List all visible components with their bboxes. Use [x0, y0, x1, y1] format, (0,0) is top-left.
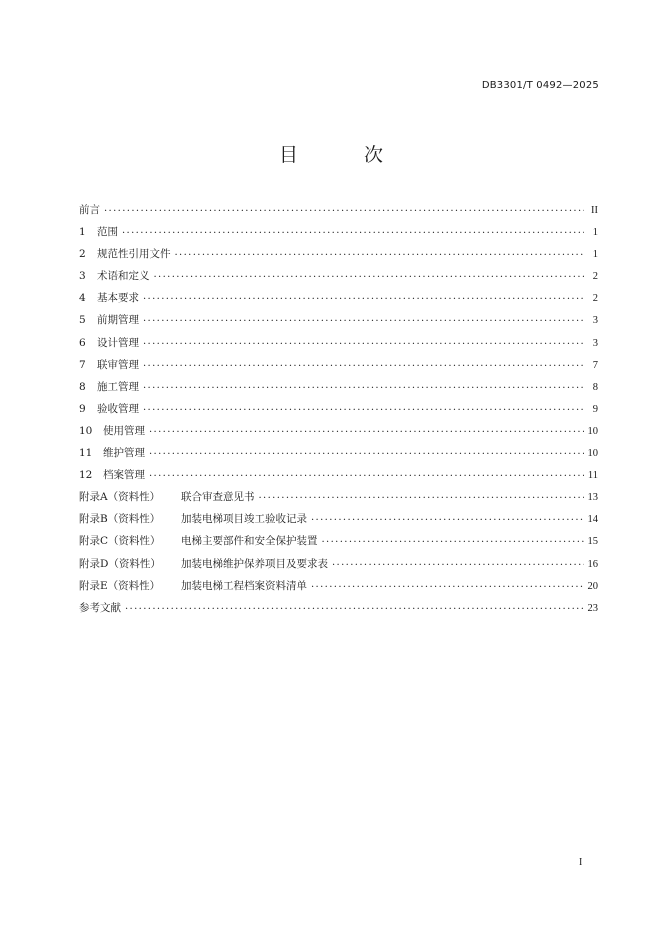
toc-entry-page: 14: [587, 514, 598, 526]
toc-entry-section-9[interactable]: [79, 398, 598, 420]
toc-leader-dots: [149, 462, 584, 485]
toc-entry-annex-a[interactable]: [79, 486, 598, 508]
toc-leader-dots: [125, 595, 584, 618]
toc-entry-page: 10: [587, 425, 598, 437]
toc-entry-label: 施工管理: [97, 380, 139, 393]
toc-entry-page: 20: [587, 580, 598, 592]
toc-entry-label: 范围: [97, 226, 118, 239]
toc-entry-page: 10: [587, 448, 598, 460]
toc-leader-dots: [143, 352, 584, 375]
toc-entry-annex-b[interactable]: [79, 508, 598, 530]
toc-entry-label: 加装电梯工程档案资料清单: [181, 579, 307, 592]
toc-entry-label: 加装电梯项目竣工验收记录: [181, 513, 307, 526]
toc-entry-section-8[interactable]: [79, 376, 598, 398]
toc-entry-number: 1: [79, 226, 86, 239]
toc-entry-number: 4: [79, 292, 86, 305]
toc-entry-label: 加装电梯维护保养项目及要求表: [181, 557, 328, 570]
toc-entry-section-10[interactable]: [79, 420, 598, 442]
toc-entry-label: 前期管理: [97, 314, 139, 327]
toc-entry-number: 6: [79, 336, 86, 349]
toc-entry-number: 12: [79, 469, 93, 482]
toc-entry-label: 联合审查意见书: [181, 491, 255, 504]
toc-entry-section-4[interactable]: [79, 287, 598, 309]
toc-entry-number: 7: [79, 358, 86, 371]
toc-entry-section-3[interactable]: [79, 265, 598, 287]
toc-entry-number: 10: [79, 424, 93, 437]
toc-leader-dots: [311, 573, 584, 596]
toc-annex-designation: 附录A（资料性）: [79, 491, 161, 504]
toc-entry-section-12[interactable]: [79, 464, 598, 486]
toc-leader-dots: [332, 551, 584, 574]
toc-leader-dots: [149, 418, 584, 441]
toc-entry-references[interactable]: [79, 597, 598, 619]
document-code: DB3301/T 0492—2025: [481, 80, 599, 91]
toc-entry-number: 3: [79, 270, 86, 283]
toc-entry-number: 5: [79, 314, 86, 327]
toc-entry-section-1[interactable]: [79, 221, 598, 243]
toc-entry-number: 2: [79, 248, 86, 261]
toc-entry-page: 13: [587, 492, 598, 504]
toc-entry-label: 维护管理: [103, 447, 145, 460]
toc-leader-dots: [149, 440, 584, 463]
page-number: I: [579, 857, 583, 868]
toc-entry-page: II: [591, 205, 598, 216]
toc-entry-page: 3: [592, 337, 598, 349]
toc-entry-page: 1: [592, 227, 598, 239]
toc-entry-foreword[interactable]: [79, 199, 598, 221]
toc-annex-designation: 附录B（资料性）: [79, 513, 161, 526]
toc-entry-label: 档案管理: [103, 469, 145, 482]
toc-leader-dots: [143, 330, 584, 353]
toc-leader-dots: [143, 374, 584, 397]
toc-entry-label: 术语和定义: [97, 270, 150, 283]
toc-entry-label: 设计管理: [97, 336, 139, 349]
toc-entry-annex-c[interactable]: [79, 530, 598, 552]
toc-entry-label: 参考文献: [79, 601, 121, 614]
toc-leader-dots: [322, 528, 584, 551]
toc-entry-section-2[interactable]: [79, 243, 598, 265]
toc-entry-page: 9: [592, 403, 598, 415]
toc-entry-section-6[interactable]: [79, 332, 598, 354]
toc-entry-page: 15: [587, 536, 598, 548]
toc-entry-label: 规范性引用文件: [97, 248, 171, 261]
toc-entry-number: 11: [79, 447, 93, 460]
toc-entry-annex-d[interactable]: [79, 553, 598, 575]
toc-entry-page: 1: [592, 249, 598, 261]
toc-leader-dots: [122, 219, 584, 242]
toc-entry-label: 基本要求: [97, 292, 139, 305]
toc-entry-label: 使用管理: [103, 424, 145, 437]
toc-entry-page: 8: [592, 381, 598, 393]
toc-entry-section-7[interactable]: [79, 354, 598, 376]
toc-entry-label: 验收管理: [97, 402, 139, 415]
toc-annex-designation: 附录C（资料性）: [79, 535, 161, 548]
toc-entry-label: 联审管理: [97, 358, 139, 371]
toc-annex-designation: 附录E（资料性）: [79, 579, 161, 592]
toc-leader-dots: [259, 484, 584, 507]
toc-leader-dots: [311, 506, 584, 529]
toc-entry-label: 前言: [79, 204, 100, 216]
toc-annex-designation: 附录D（资料性）: [79, 557, 161, 570]
toc-entry-page: 2: [592, 293, 598, 305]
toc-leader-dots: [143, 396, 584, 419]
table-of-contents: [79, 199, 598, 619]
toc-leader-dots: [104, 197, 584, 220]
toc-leader-dots: [154, 263, 585, 286]
toc-entry-label: 电梯主要部件和安全保护装置: [181, 535, 318, 548]
toc-entry-section-5[interactable]: [79, 309, 598, 331]
toc-entry-number: 9: [79, 402, 86, 415]
page-title: 目 次: [278, 144, 414, 166]
toc-entry-annex-e[interactable]: [79, 575, 598, 597]
toc-leader-dots: [175, 241, 585, 264]
toc-entry-section-11[interactable]: [79, 442, 598, 464]
toc-entry-page: 7: [592, 359, 598, 371]
toc-entry-page: 23: [587, 602, 598, 614]
toc-entry-number: 8: [79, 380, 86, 393]
toc-entry-page: 2: [592, 271, 598, 283]
toc-leader-dots: [143, 285, 584, 308]
toc-entry-page: 11: [587, 470, 598, 482]
toc-entry-page: 3: [592, 315, 598, 327]
toc-leader-dots: [143, 307, 584, 330]
toc-entry-page: 16: [587, 558, 598, 570]
